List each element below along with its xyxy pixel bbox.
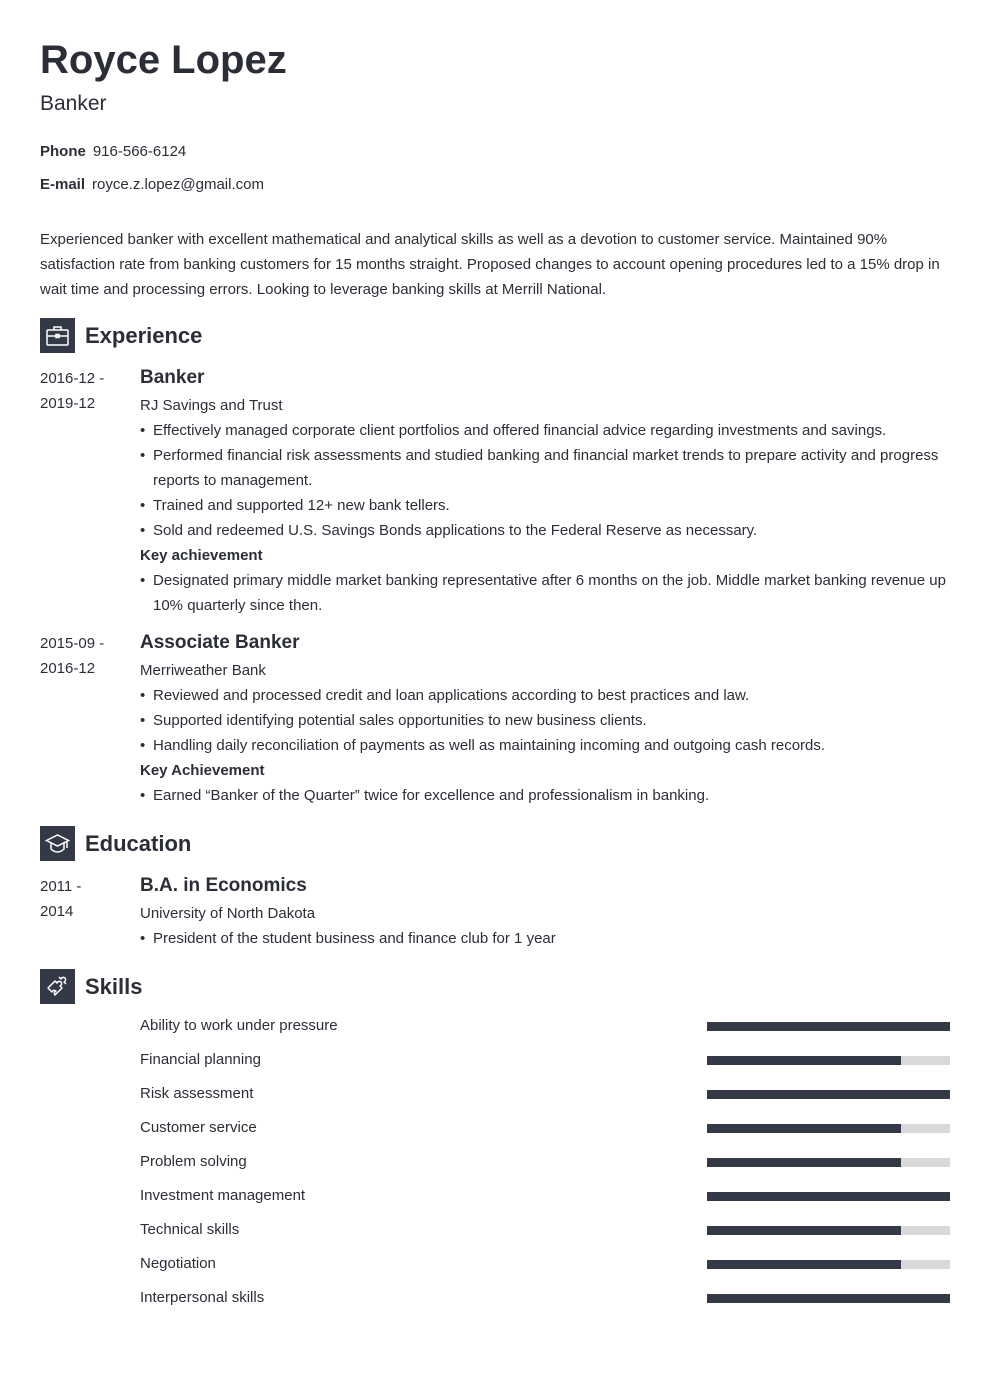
skill-level-fill [707, 1022, 950, 1031]
list-item: • Sold and redeemed U.S. Savings Bonds applications to the Federal Reserve as necessary. [140, 518, 950, 543]
skill-row [140, 1184, 950, 1218]
skills-section-header [40, 969, 142, 1004]
skill-label: Interpersonal skills [140, 1289, 265, 1306]
experience-section-header [40, 318, 202, 353]
skill-level-bar [707, 1090, 950, 1099]
skill-level-fill [707, 1226, 901, 1235]
skill-level-bar [707, 1124, 950, 1133]
graduation-cap-icon [40, 826, 75, 861]
email-row [40, 175, 264, 195]
job-employer: Merriweather Bank [140, 662, 266, 679]
skill-label: Ability to work under pressure [140, 1017, 338, 1034]
skill-label: Customer service [140, 1119, 257, 1136]
candidate-name: Royce Lopez [40, 38, 287, 82]
skill-level-fill [707, 1090, 950, 1099]
experience-entry [40, 631, 950, 808]
skill-level-fill [707, 1192, 950, 1201]
phone-label: Phone [40, 143, 86, 160]
key-achievement-label: Key Achievement [140, 762, 265, 779]
job-date [40, 631, 130, 681]
achievements-list [140, 783, 950, 808]
list-item: • Handling daily reconciliation of payments as well as maintaining incoming and outgoing cash records. [140, 733, 950, 758]
skill-level-fill [707, 1124, 901, 1133]
skill-label: Negotiation [140, 1255, 216, 1272]
skill-level-bar [707, 1022, 950, 1031]
skill-label: Financial planning [140, 1051, 261, 1068]
key-achievement-label: Key achievement [140, 547, 263, 564]
list-item: • Reviewed and processed credit and loan applications according to best practices and law. [140, 683, 950, 708]
skill-row [140, 1286, 950, 1320]
skill-row [140, 1082, 950, 1116]
skill-label: Problem solving [140, 1153, 247, 1170]
skill-level-bar [707, 1158, 950, 1167]
education-date-start: 2011 - [40, 878, 82, 895]
email-label: E-mail [40, 176, 86, 193]
job-date-end: 2016-12 [40, 660, 96, 677]
skill-row [140, 1150, 950, 1184]
job-employer: RJ Savings and Trust [140, 397, 283, 414]
school-name: University of North Dakota [140, 905, 316, 922]
skill-level-fill [707, 1294, 950, 1303]
skill-level-fill [707, 1260, 901, 1269]
phone-row [40, 142, 186, 162]
education-details-list [140, 926, 950, 951]
education-date-end: 2014 [40, 903, 74, 920]
job-title: Banker [140, 367, 205, 388]
list-item: • Effectively managed corporate client portfolios and offered financial advice regarding investments and savings. [140, 418, 950, 443]
list-item: • Designated primary middle market banking representative after 6 months on the job. Middle market banking revenue up 10% quarterly since then. [140, 568, 950, 618]
skill-level-bar [707, 1192, 950, 1201]
experience-entry [40, 366, 950, 618]
email-value: royce.z.lopez@gmail.com [92, 176, 264, 193]
puzzle-hand-icon [40, 969, 75, 1004]
candidate-role: Banker [40, 92, 107, 115]
list-item: • Trained and supported 12+ new bank tellers. [140, 493, 950, 518]
job-title: Associate Banker [140, 632, 300, 653]
skill-row [140, 1116, 950, 1150]
skill-level-bar [707, 1056, 950, 1065]
job-date-end: 2019-12 [40, 395, 96, 412]
skill-level-bar [707, 1294, 950, 1303]
list-item: • Earned “Banker of the Quarter” twice for excellence and professionalism in banking. [140, 783, 950, 808]
skill-level-bar [707, 1260, 950, 1269]
summary-text: Experienced banker with excellent mathematical and analytical skills as well as a devotion to customer service. Maintained 90% satisfaction rate from banking customers for 15 months straight. Proposed changes to account opening procedures led to a 15% drop in wait time and processing errors. Looking to leverage banking skills at Merrill National. [40, 231, 940, 298]
list-item: • Performed financial risk assessments and studied banking and financial market trends to prepare activity and progress reports to management. [140, 443, 950, 493]
skills-title: Skills [85, 973, 143, 999]
skill-level-fill [707, 1158, 901, 1167]
achievements-list [140, 568, 950, 618]
skills-list [140, 1014, 950, 1320]
skill-row [140, 1014, 950, 1048]
job-duties-list [140, 418, 950, 543]
job-duties-list [140, 683, 950, 758]
job-date [40, 366, 130, 416]
list-item: • President of the student business and finance club for 1 year [140, 926, 950, 951]
skill-label: Investment management [140, 1187, 306, 1204]
education-title: Education [85, 830, 192, 856]
experience-title: Experience [85, 322, 203, 348]
job-date-start: 2016-12 - [40, 370, 105, 387]
job-date-start: 2015-09 - [40, 635, 105, 652]
education-date [40, 874, 130, 924]
skill-row [140, 1218, 950, 1252]
skill-row [140, 1048, 950, 1082]
education-entry [40, 874, 950, 951]
briefcase-icon [40, 318, 75, 353]
skill-label: Risk assessment [140, 1085, 254, 1102]
skill-label: Technical skills [140, 1221, 240, 1238]
list-item: • Supported identifying potential sales opportunities to new business clients. [140, 708, 950, 733]
skill-row [140, 1252, 950, 1286]
phone-value: 916-566-6124 [92, 143, 187, 160]
education-section-header [40, 826, 191, 861]
degree-title: B.A. in Economics [140, 875, 307, 896]
skill-level-fill [707, 1056, 901, 1065]
skill-level-bar [707, 1226, 950, 1235]
